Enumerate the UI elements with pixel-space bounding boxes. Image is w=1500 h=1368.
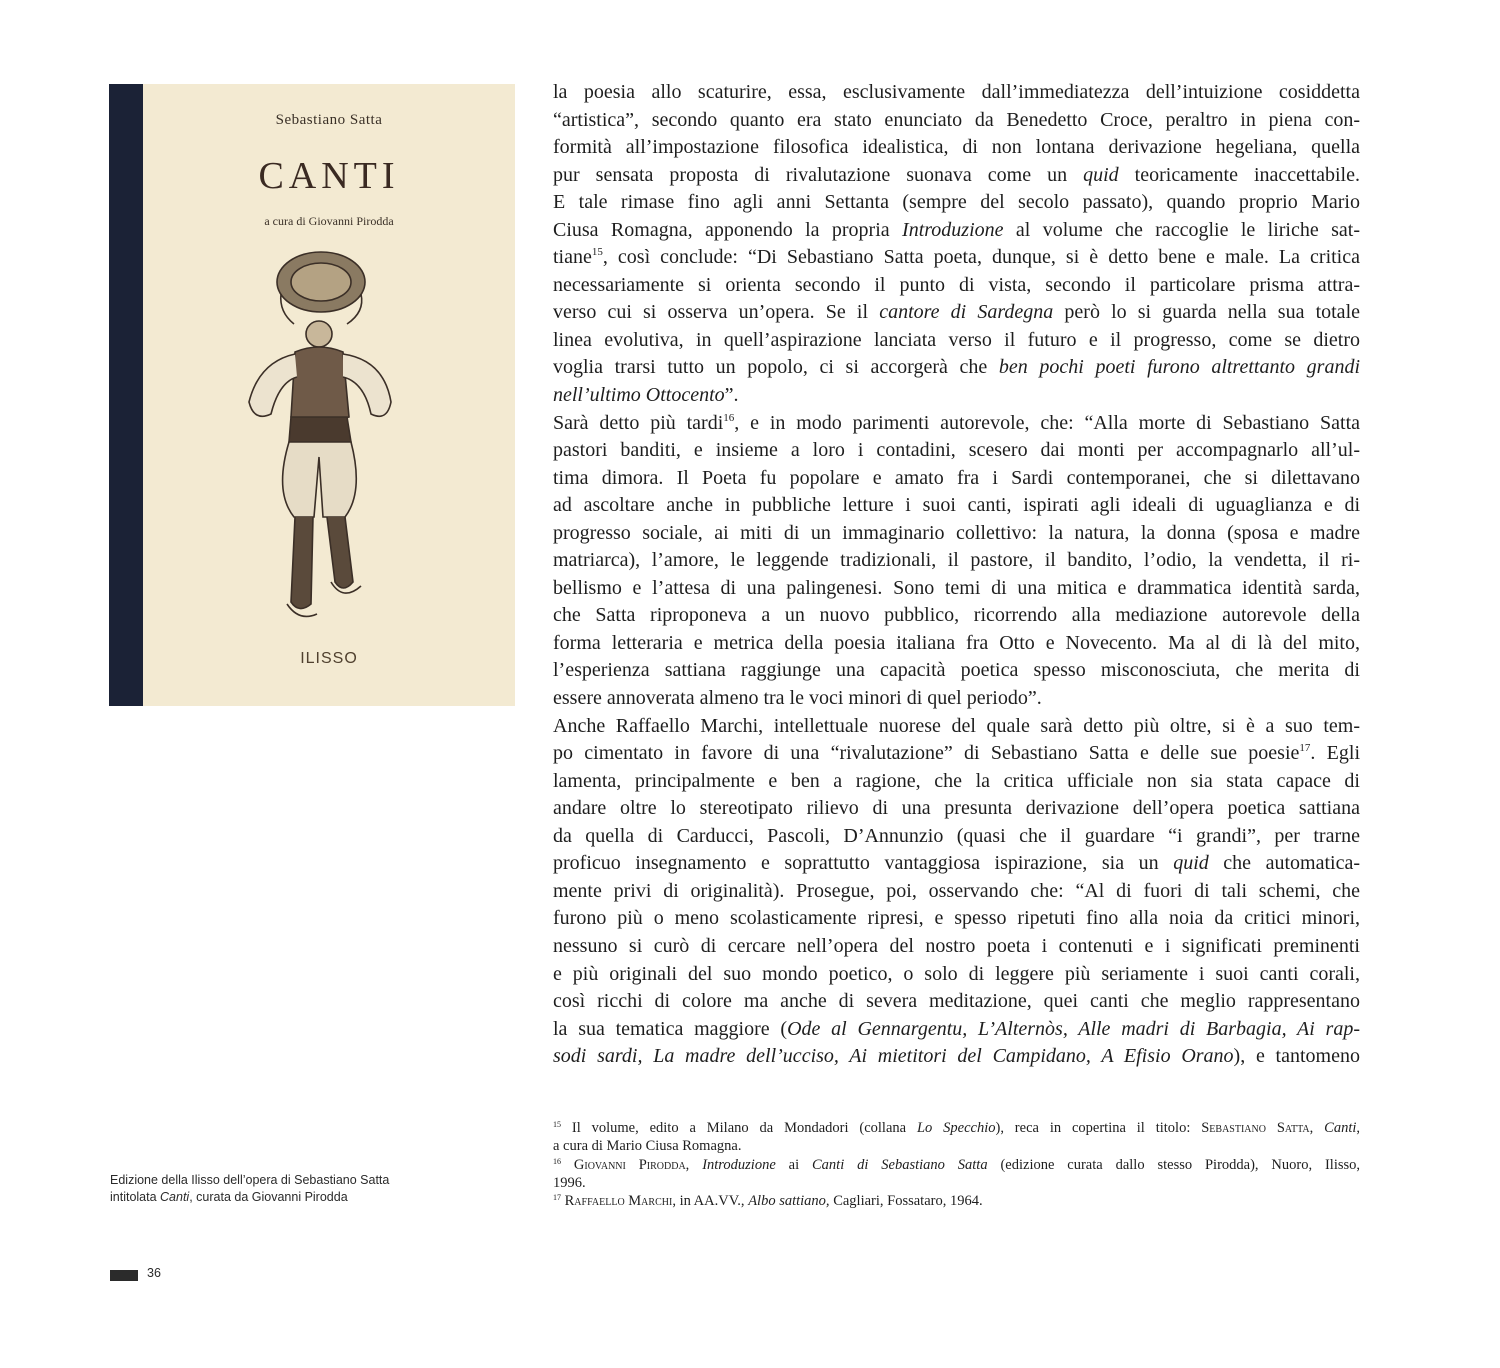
text-line: ad ascoltare anche in pubbliche letture i suoi canti, ispirati agli ideali di uguaglianza e di: [553, 494, 1360, 517]
text-run: , così conclude: “Di Sebastiano Satta poeta, dunque, si è detto bene e male. La critica: [602, 246, 1360, 269]
book-cover-image: [109, 84, 515, 706]
footnote-ref-16: 16: [723, 411, 735, 424]
text-italic: Lo Specchio: [916, 1120, 996, 1136]
text-run: al volume che raccoglie le liriche sat-: [1003, 218, 1360, 241]
caption-title-italic: Canti: [160, 1190, 190, 1204]
text-line: [553, 299, 1360, 327]
text-run: ,: [1309, 1120, 1325, 1136]
text-line: forma letteraria e metrica della poesia italiana fra Otto e Novecento. Ma al di là del mito,: [553, 631, 1360, 654]
text-italic: cantore di Sardegna: [879, 301, 1054, 324]
text-run: proficuo insegnamento e soprattutto vantaggiosa ispirazione, sia un: [553, 852, 1174, 875]
text-line: essere annoverata almeno tra le voci minori di quel periodo”.: [553, 687, 1042, 710]
text-run: Ciusa Romagna, apponendo la propria: [553, 218, 903, 241]
cover-spine: [109, 84, 143, 706]
text-line: [553, 382, 1360, 410]
text-run: . Egli: [1310, 742, 1360, 765]
text-run: po cimentato in favore di una “rivalutazione” di Sebastiano Satta e delle sue poesie: [553, 742, 1300, 765]
cover-title: CANTI: [258, 155, 400, 197]
text-line: progresso sociale, ai miti di un immaginario collettivo: la natura, la donna (sposa e madre: [553, 521, 1360, 544]
text-line: [553, 354, 1360, 382]
text-line: linea evolutiva, in quell’aspirazione lanciata verso il futuro e il progresso, come se dietro: [553, 328, 1360, 351]
figure-caption: [110, 1172, 440, 1206]
footnote-15-cont: a cura di Mario Ciusa Romagna.: [553, 1138, 742, 1155]
footnote-15: [553, 1119, 1360, 1137]
text-run: voglia trarsi tutto un popolo, ci si accorgerà che: [553, 356, 999, 379]
text-run: , e in modo parimenti autorevole, che: “Alla morte di Sebastiano Satta: [734, 411, 1361, 434]
caption-text: intitolata: [110, 1190, 161, 1204]
caption-text: , curata da Giovanni Pirodda: [189, 1190, 348, 1204]
cover-author: Sebastiano Satta: [275, 112, 383, 128]
caption-line: [110, 1189, 440, 1206]
text-line: lamenta, principalmente e ben a ragione, che la critica ufficiale non sia stata capace di: [553, 769, 1360, 792]
page-number: 36: [147, 1266, 161, 1280]
text-line: bellismo e l’attesa di una palingenesi. Sono temi di una mitica e drammatica identità sarda,: [553, 576, 1360, 599]
text-line: che Satta riproponeva a un nuovo pubblico, ricorrendo alla mediazione autorevole della: [553, 604, 1360, 627]
text-line: [553, 1043, 1360, 1071]
text-run: Cagliari, Fossataro, 1964.: [829, 1193, 983, 1210]
text-italic: Albo sattiano,: [748, 1193, 830, 1210]
footnote-number: 17: [553, 1193, 561, 1203]
text-run: verso cui si osserva un’opera. Se il: [553, 301, 880, 324]
footnote-16-cont: 1996.: [553, 1174, 586, 1191]
footnote-16: [553, 1156, 1360, 1174]
text-run: teoricamente inaccettabile.: [1118, 163, 1360, 186]
cover-editor: a cura di Giovanni Pirodda: [264, 214, 394, 228]
text-line: E tale rimase fino agli anni Settanta (sempre del secolo passato), quando proprio Mario: [553, 191, 1360, 214]
text-italic: Ode al Gennargentu, L’Alternòs, Alle madri di Barbagia, Ai rap-: [787, 1017, 1360, 1040]
text-italic: quid: [1173, 852, 1209, 875]
text-run: [561, 1157, 574, 1173]
text-line: [553, 162, 1360, 190]
text-line: Anche Raffaello Marchi, intellettuale nuorese del quale sarà detto più oltre, si è a suo tem-: [553, 714, 1360, 737]
text-line: [553, 244, 1360, 272]
footnotes: [553, 1119, 1360, 1210]
text-run: la sua tematica maggiore (: [553, 1017, 788, 1040]
caption-text: Edizione della Ilisso dell’opera di Sebastiano Satta: [110, 1173, 390, 1187]
text-italic: nell’ultimo Ottocento: [553, 384, 725, 407]
text-run: ai: [775, 1156, 812, 1173]
text-smallcaps: Raffaello Marchi: [564, 1193, 673, 1210]
text-run: ), e tantomeno: [1233, 1045, 1360, 1068]
text-line: [553, 217, 1360, 245]
text-run: ), reca in copertina il titolo:: [995, 1120, 1202, 1136]
text-run: però lo si guarda nella sua totale: [1053, 301, 1360, 324]
text-line: “artistica”, secondo quanto era stato enunciato da Benedetto Croce, peraltro in piena con-: [553, 108, 1360, 131]
text-italic: Canti di Sebastiano Satta: [812, 1156, 988, 1173]
body-text: [553, 79, 1360, 1071]
text-line: così ricchi di colore ma anche di severa meditazione, quei canti che meglio rappresentano: [553, 990, 1360, 1013]
text-italic: ben pochi poeti furono altrettanto grandi: [998, 356, 1360, 379]
text-line: l’esperienza sattiana raggiunge una capacità poetica spesso misconosciuta, che merita di: [553, 659, 1360, 682]
footnote-number: 16: [553, 1156, 561, 1166]
text-run: ”.: [724, 384, 739, 407]
text-line: [553, 740, 1360, 768]
caption-line: [110, 1172, 440, 1189]
footnote-ref-17: 17: [1299, 742, 1311, 755]
text-italic: Introduzione: [702, 1156, 776, 1173]
text-line: [553, 410, 1360, 438]
text-run: pur sensata proposta di rivalutazione suonava come un: [553, 163, 1084, 186]
text-smallcaps: Sebastiano Satta: [1201, 1120, 1310, 1136]
text-line: pastori banditi, e insieme a loro i contadini, scesero dai monti per accompagnarlo all’ul-: [553, 439, 1360, 462]
text-italic: Introduzione: [902, 218, 1004, 241]
text-italic: sodi sardi, La madre dell’ucciso, Ai mietitori del Campidano, A Efisio Orano: [553, 1045, 1234, 1068]
footnote-17: [553, 1192, 1360, 1210]
text-italic: Canti: [1324, 1120, 1357, 1136]
text-line: da quella di Carducci, Pascoli, D’Annunzio (quasi che il guardare “i grandi”, per trarne: [553, 824, 1360, 847]
text-line: nessuno si curò di cercare nell’opera del nostro poeta i contenuti e i significati preminenti: [553, 934, 1360, 957]
text-line: matriarca), l’amore, le leggende tradizionali, il pastore, il bandito, l’odio, la vendetta, il ri-: [553, 549, 1360, 572]
text-line: [553, 1016, 1360, 1044]
text-run: , in AA.VV.,: [672, 1193, 749, 1210]
page-marker-bar: [110, 1270, 138, 1281]
cover-illustration-dancer: [219, 242, 419, 662]
text-smallcaps: Giovanni Pirodda: [573, 1156, 686, 1173]
text-run: Il volume, edito a Milano da Mondadori (collana: [561, 1120, 917, 1136]
text-line: e più originali del suo mondo poetico, o solo di leggere più seriamente i suoi canti corali,: [553, 962, 1360, 985]
text-run: ,: [685, 1156, 703, 1173]
text-run: (edizione curata dallo stesso Pirodda), Nuoro, Ilisso,: [987, 1156, 1361, 1173]
text-line: tima dimora. Il Poeta fu popolare e amato fra i Sardi contemporanei, che si dilettavano: [553, 466, 1360, 489]
footnote-ref-15: 15: [591, 246, 603, 259]
text-line: necessariamente si orienta secondo il punto di vista, secondo il particolare prisma attra-: [553, 273, 1360, 296]
text-line: andare oltre lo stereotipato rilievo di una presunta derivazione dell’opera poetica sattiana: [553, 797, 1360, 820]
text-run: tiane: [553, 246, 592, 269]
footnote-number: 15: [553, 1120, 561, 1129]
text-run: ,: [1356, 1120, 1361, 1136]
text-run: che automatica-: [1208, 852, 1361, 875]
text-run: Sarà detto più tardi: [553, 411, 724, 434]
text-line: formità all’impostazione filosofica idealistica, di non lontana derivazione hegeliana, quella: [553, 136, 1360, 159]
text-line: [553, 850, 1360, 878]
cover-publisher: ILISSO: [300, 650, 358, 667]
text-line: la poesia allo scaturire, essa, esclusivamente dall’immediatezza dell’intuizione cosiddetta: [553, 81, 1360, 103]
text-italic: quid: [1083, 163, 1119, 186]
text-line: furono più o meno scolasticamente ripresi, e spesso ripetuti fino alla noia da critici minori,: [553, 907, 1360, 930]
text-line: mente privi di originalità). Prosegue, poi, osservando che: “Al di fuori di tali schemi, che: [553, 879, 1360, 902]
